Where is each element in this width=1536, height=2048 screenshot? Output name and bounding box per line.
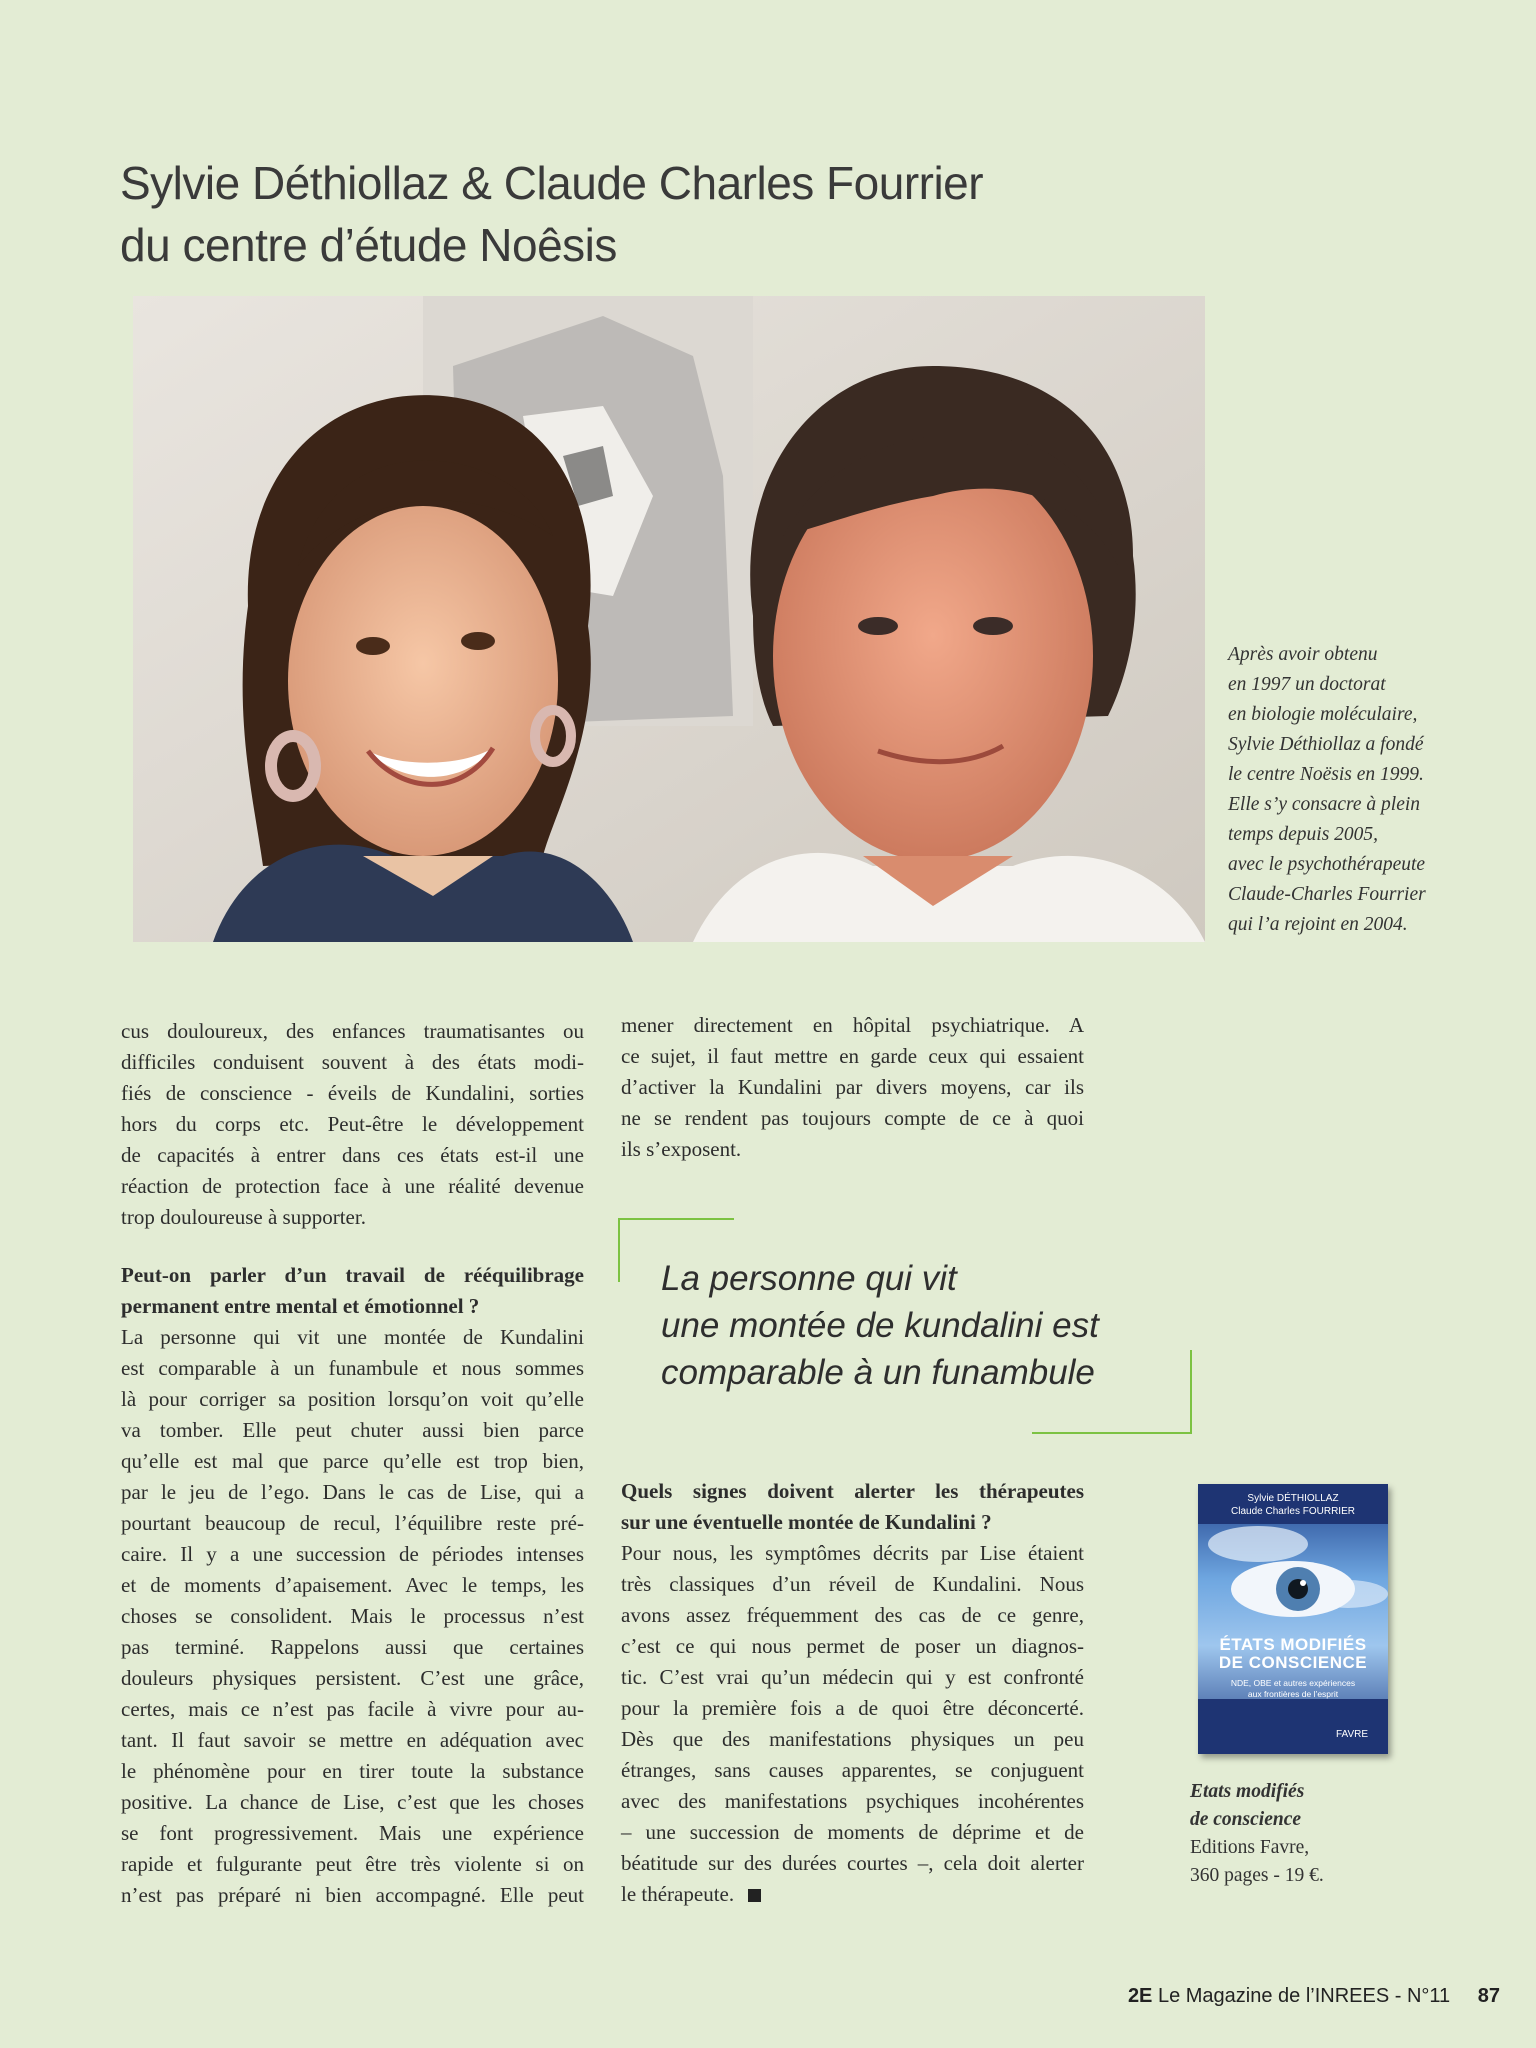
body-line: rapide et fulgurante peut être très violente si on <box>121 1852 584 1876</box>
portrait-photo <box>133 296 1205 942</box>
body-line: est comparable à un funambule et nous sommes <box>121 1356 584 1380</box>
body-line: ne se rendent pas toujours compte de ce à quoi <box>621 1106 1084 1130</box>
body-line: par le jeu de l’ego. Dans le cas de Lise, qui a <box>121 1480 584 1504</box>
body-line: et de moments d’apaisement. Avec le temps, les <box>121 1573 584 1597</box>
body-line: pour la première fois a de quoi être déconcerté. <box>621 1696 1084 1720</box>
body-line-final-text: le thérapeute. <box>621 1882 735 1906</box>
body-line: ils s’exposent. <box>621 1137 742 1161</box>
body-line: caire. Il y a une succession de périodes intenses <box>121 1542 584 1566</box>
body-line: d’activer la Kundalini par divers moyens, car ils <box>621 1075 1084 1099</box>
book-caption-title: de conscience <box>1190 1809 1302 1830</box>
body-column-left <box>121 1016 584 1911</box>
book-subtitle-line: NDE, OBE et autres expériences <box>1230 1678 1356 1688</box>
question-line: permanent entre mental et émotionnel ? <box>121 1294 480 1318</box>
footer-magazine: Le Magazine de l’INREES - N°11 <box>1157 1985 1451 2007</box>
frame-left-line <box>618 1218 620 1282</box>
body-line: le phénomène pour en tirer toute la substance <box>121 1759 584 1783</box>
question-line: Peut-on parler d’un travail de rééquilibrage <box>121 1263 584 1287</box>
book-subtitle-line: aux frontières de l’esprit <box>1247 1689 1339 1699</box>
body-line: Dès que des manifestations physiques un peu <box>621 1727 1084 1751</box>
frame-top-line <box>618 1218 734 1220</box>
body-line: se font progressivement. Mais une expérience <box>121 1821 584 1845</box>
body-line: hors du corps etc. Peut-être le développement <box>121 1112 584 1136</box>
book-caption-details: 360 pages - 19 €. <box>1190 1865 1324 1886</box>
body-line: trop douloureuse à supporter. <box>121 1205 366 1229</box>
body-line: difficiles conduisent souvent à des états modi- <box>121 1050 584 1074</box>
book-title-line: DE CONSCIENCE <box>1218 1653 1368 1672</box>
pullquote-line: La personne qui vit <box>661 1259 957 1298</box>
book-author: Sylvie DÉTHIOLLAZ <box>1247 1493 1339 1504</box>
body-line: de capacités à entrer dans ces états est-il une <box>121 1143 584 1167</box>
body-column-right-bottom <box>621 1476 1084 1910</box>
caption-line: Après avoir obtenu <box>1228 644 1378 665</box>
body-line: positive. La chance de Lise, c’est que les choses <box>121 1790 584 1814</box>
caption-line: Elle s’y consacre à plein <box>1228 794 1421 815</box>
caption-line: le centre Noësis en 1999. <box>1228 764 1424 785</box>
caption-line: temps depuis 2005, <box>1228 824 1379 845</box>
photo-caption <box>1228 640 1518 940</box>
book-caption-title: Etats modifiés <box>1190 1781 1305 1802</box>
book-cover-subtitle <box>1198 1678 1388 1700</box>
book-title-line: ÉTATS MODIFIÉS <box>1219 1635 1367 1654</box>
body-line: pourtant beaucoup de recul, l’équilibre reste pré- <box>121 1511 584 1535</box>
body-line: n’est pas préparé ni bien accompagné. Elle peut <box>121 1883 584 1907</box>
body-line: avec des manifestations psychiques incohérentes <box>621 1789 1084 1813</box>
body-line: cus douloureux, des enfances traumatisantes ou <box>121 1019 584 1043</box>
body-line: béatitude sur des durées courtes –, cela doit alerter <box>621 1851 1084 1875</box>
body-line: pas terminé. Rappelons aussi que certaines <box>121 1635 584 1659</box>
caption-line: en biologie moléculaire, <box>1228 704 1418 725</box>
body-line: c’est ce qui nous permet de poser un diagnos- <box>621 1634 1084 1658</box>
footer-brand: 2E <box>1127 1985 1153 2007</box>
body-line: choses se consolident. Mais le processus n’est <box>121 1604 584 1628</box>
body-line: avons assez fréquemment des cas de ce genre, <box>621 1603 1084 1627</box>
book-cover-title <box>1198 1636 1388 1672</box>
book-cover-publisher: FAVRE <box>1335 1729 1368 1740</box>
pullquote-line: une montée de kundalini est <box>661 1306 1099 1345</box>
body-line: douleurs physiques persistent. C’est une grâce, <box>121 1666 584 1690</box>
book-caption <box>1190 1778 1390 1890</box>
body-line: – une succession de moments de déprime et de <box>621 1820 1084 1844</box>
page-footer <box>1128 1985 1500 2008</box>
question-line: Quels signes doivent alerter les thérapeutes <box>621 1479 1084 1503</box>
book-author: Claude Charles FOURRIER <box>1231 1506 1355 1517</box>
body-line: tic. C’est vrai qu’un médecin qui y est confronté <box>621 1665 1084 1689</box>
caption-line: Claude-Charles Fourrier <box>1228 884 1426 905</box>
question-line: sur une éventuelle montée de Kundalini ? <box>621 1510 992 1534</box>
pullquote <box>661 1255 1181 1396</box>
caption-line: avec le psychothérapeute <box>1228 854 1426 875</box>
body-line-final <box>621 1879 1084 1910</box>
page-number: 87 <box>1477 1985 1500 2007</box>
end-of-article-square-icon <box>748 1889 761 1902</box>
body-line: certes, mais ce n’est pas facile à vivre pour au- <box>121 1697 584 1721</box>
body-line: La personne qui vit une montée de Kundalini <box>121 1325 584 1349</box>
book-authors <box>1198 1492 1388 1518</box>
frame-right-line <box>1190 1350 1192 1434</box>
body-line: ce sujet, il faut mettre en garde ceux qui essaient <box>621 1044 1084 1068</box>
body-line: fiés de conscience - éveils de Kundalini, sorties <box>121 1081 584 1105</box>
body-line: très classiques d’un réveil de Kundalini. Nous <box>621 1572 1084 1596</box>
body-line: étranges, sans causes apparentes, se conjuguent <box>621 1758 1084 1782</box>
body-line: tant. Il faut savoir se mettre en adéquation avec <box>121 1728 584 1752</box>
title-line-2: du centre d’étude Noêsis <box>120 219 617 271</box>
book-cover <box>1198 1484 1388 1754</box>
body-line: réaction de protection face à une réalité devenue <box>121 1174 584 1198</box>
pullquote-line: comparable à un funambule <box>661 1353 1095 1392</box>
caption-line: en 1997 un doctorat <box>1228 674 1386 695</box>
body-line: Pour nous, les symptômes décrits par Lise étaient <box>621 1541 1084 1565</box>
body-line: qu’elle est mal que parce qu’elle est trop bien, <box>121 1449 584 1473</box>
book-caption-publisher: Editions Favre, <box>1190 1837 1310 1858</box>
body-line: mener directement en hôpital psychiatrique. A <box>621 1013 1084 1037</box>
body-line: va tomber. Elle peut chuter aussi bien parce <box>121 1418 584 1442</box>
body-line: là pour corriger sa position lorsqu’on voit qu’elle <box>121 1387 584 1411</box>
body-column-right-top <box>621 1010 1084 1165</box>
frame-bottom-line <box>1032 1432 1192 1434</box>
title-line-1: Sylvie Déthiollaz & Claude Charles Fourrier <box>120 157 984 209</box>
caption-line: Sylvie Déthiollaz a fondé <box>1228 734 1424 755</box>
article-title <box>120 152 1120 276</box>
caption-line: qui l’a rejoint en 2004. <box>1228 914 1408 935</box>
